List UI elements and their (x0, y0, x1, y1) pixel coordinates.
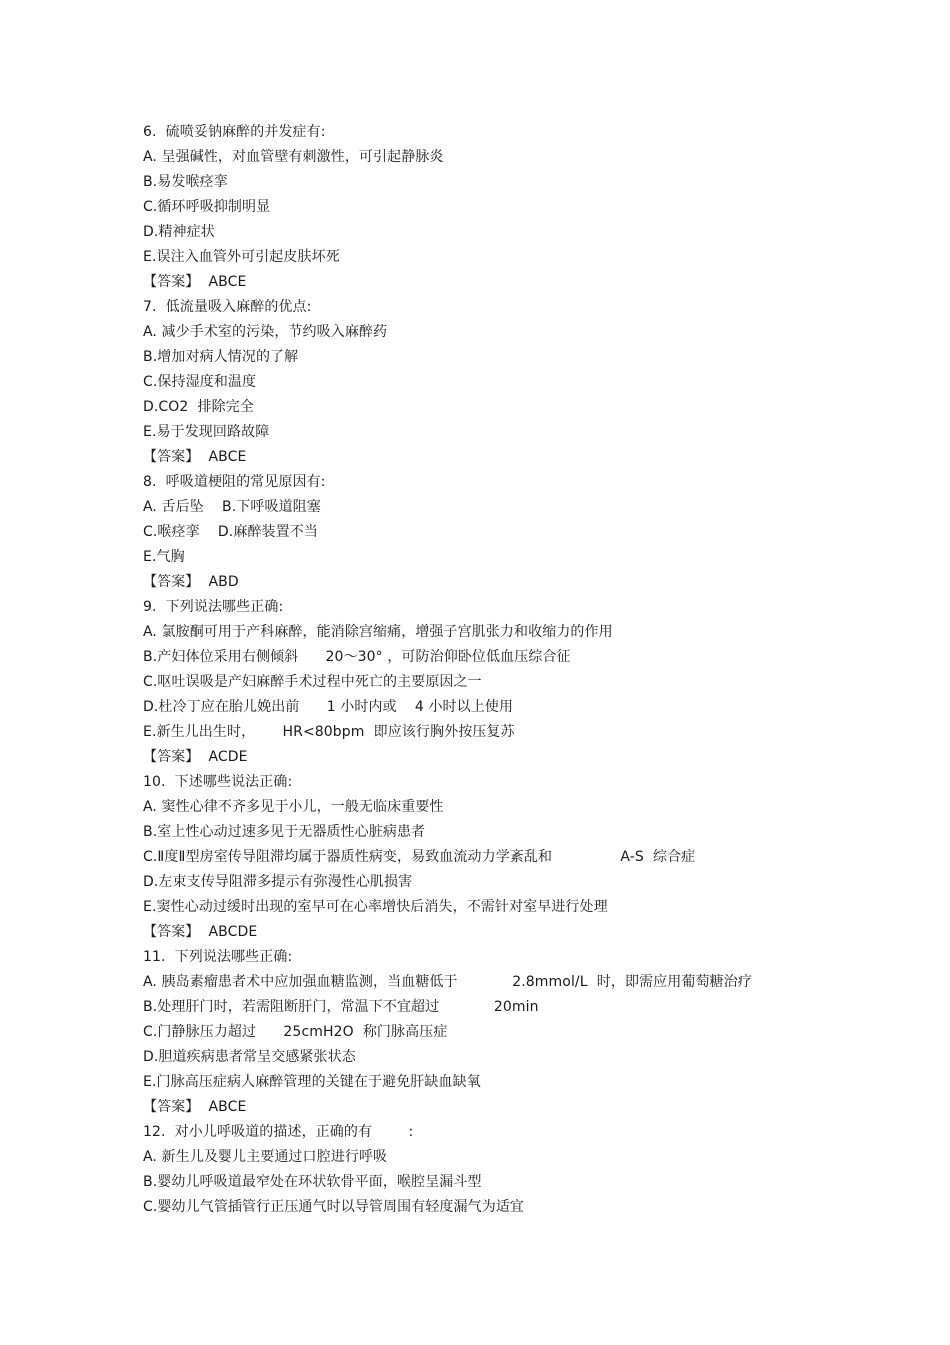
question-12-option-a: A. 新生儿及婴儿主要通过口腔进行呼吸 (143, 1149, 388, 1165)
question-12-option-c: C.婴幼儿气管插管行正压通气时以导管周围有轻度漏气为适宜 (143, 1199, 525, 1215)
question-7-option-b: B.增加对病人情况的了解 (143, 349, 299, 365)
question-10-option-e: E.窦性心动过缓时出现的室早可在心率增快后消失，不需针对室早进行处理 (143, 899, 608, 915)
question-9-option-c: C.呕吐误吸是产妇麻醉手术过程中死亡的主要原因之一 (143, 674, 482, 690)
question-9-stem: 9. 下列说法哪些正确: (143, 599, 284, 615)
question-9-option-e: E.新生儿出生时， HR<80bpm 即应该行胸外按压复苏 (143, 724, 515, 740)
question-10-stem: 10. 下述哪些说法正确: (143, 774, 293, 790)
question-10-option-a: A. 窦性心律不齐多见于小儿，一般无临床重要性 (143, 799, 444, 815)
question-7-answer: 【答案】 ABCE (143, 449, 247, 465)
question-6-answer: 【答案】 ABCE (143, 274, 247, 290)
question-8-stem: 8. 呼吸道梗阻的常见原因有: (143, 474, 326, 490)
question-7-option-e: E.易于发现回路故障 (143, 424, 270, 440)
question-7-option-c: C.保持湿度和温度 (143, 374, 257, 390)
question-6-option-b: B.易发喉痉挛 (143, 174, 228, 190)
question-7-stem: 7. 低流量吸入麻醉的优点: (143, 299, 312, 315)
question-11-answer: 【答案】 ABCE (143, 1099, 247, 1115)
question-12-stem: 12. 对小儿呼吸道的描述，正确的有 : (143, 1124, 414, 1140)
question-11-option-c: C.门静脉压力超过 25cmH2O 称门脉高压症 (143, 1024, 448, 1040)
question-7-option-a: A. 减少手术室的污染，节约吸入麻醉药 (143, 324, 388, 340)
question-11-stem: 11. 下列说法哪些正确: (143, 949, 293, 965)
question-9-option-b: B.产妇体位采用右侧倾斜 20～30° ，可防治仰卧位低血压综合征 (143, 649, 571, 665)
question-9-option-d: D.杜冷丁应在胎儿娩出前 1 小时内或 4 小时以上使用 (143, 699, 514, 715)
question-10-option-b: B.室上性心动过速多见于无器质性心脏病患者 (143, 824, 426, 840)
question-10-answer: 【答案】 ABCDE (143, 924, 258, 940)
question-11-option-e: E.门脉高压症病人麻醉管理的关键在于避免肝缺血缺氧 (143, 1074, 481, 1090)
question-9-answer: 【答案】 ACDE (143, 749, 248, 765)
question-6-option-a: A. 呈强碱性，对血管壁有刺激性，可引起静脉炎 (143, 149, 444, 165)
question-6-option-e: E.误注入血管外可引起皮肤坏死 (143, 249, 340, 265)
question-10-option-d: D.左束支传导阻滞多提示有弥漫性心肌损害 (143, 874, 413, 890)
question-6-stem: 6. 硫喷妥钠麻醉的并发症有: (143, 124, 326, 140)
question-8-options-ab: A. 舌后坠 B.下呼吸道阻塞 (143, 499, 321, 515)
question-8-option-e: E.气胸 (143, 549, 185, 565)
question-8-options-cd: C.喉痉挛 D.麻醉装置不当 (143, 524, 318, 540)
question-8-answer: 【答案】 ABD (143, 574, 239, 590)
question-12-option-b: B.婴幼儿呼吸道最窄处在环状软骨平面，喉腔呈漏斗型 (143, 1174, 482, 1190)
question-9-option-a: A. 氯胺酮可用于产科麻醉，能消除宫缩痛，增强子宫肌张力和收缩力的作用 (143, 624, 613, 640)
question-11-option-b: B.处理肝门时，若需阻断肝门，常温下不宜超过 20min (143, 999, 539, 1015)
question-7-option-d: D.CO2 排除完全 (143, 399, 254, 415)
question-11-option-a: A. 胰岛素瘤患者术中应加强血糖监测，当血糖低于 2.8mmol/L 时，即需应用葡萄糖治疗 (143, 974, 752, 990)
question-11-option-d: D.胆道疾病患者常呈交感紧张状态 (143, 1049, 356, 1065)
question-6-option-d: D.精神症状 (143, 224, 215, 240)
question-6-option-c: C.循环呼吸抑制明显 (143, 199, 271, 215)
question-10-option-c: C.Ⅱ度Ⅱ型房室传导阻滞均属于器质性病变，易致血流动力学紊乱和 A-S 综合症 (143, 849, 696, 865)
document-body (143, 120, 843, 1220)
